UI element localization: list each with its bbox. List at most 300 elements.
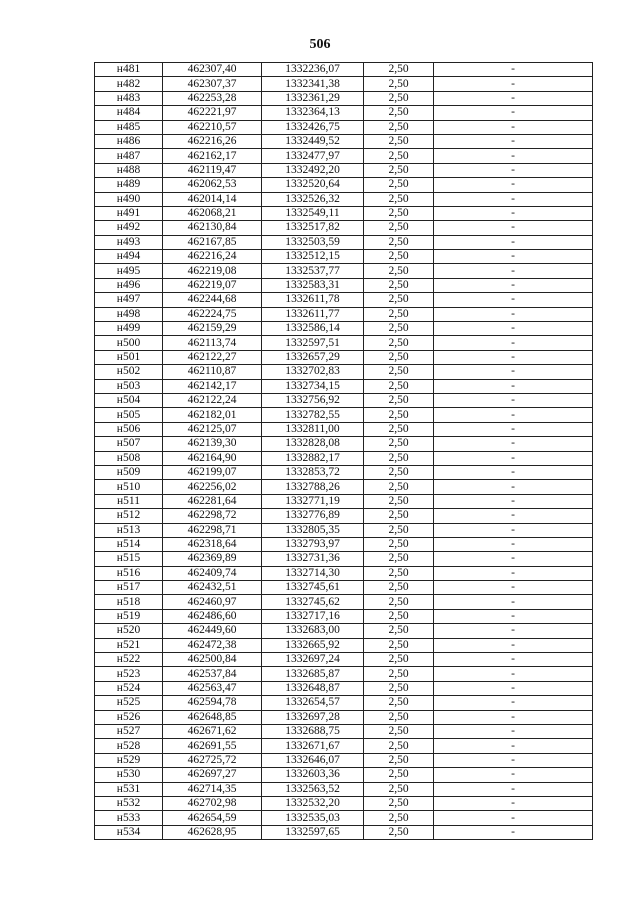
point-id-cell: н484	[95, 106, 163, 120]
note-cell: -	[434, 264, 593, 278]
note-cell: -	[434, 768, 593, 782]
note-cell: -	[434, 77, 593, 91]
x-coordinate-cell: 462628,95	[163, 825, 262, 839]
x-coordinate-cell: 462702,98	[163, 796, 262, 810]
y-coordinate-cell: 1332586,14	[262, 322, 364, 336]
note-cell: -	[434, 163, 593, 177]
y-coordinate-cell: 1332583,31	[262, 278, 364, 292]
error-cell: 2,50	[364, 221, 434, 235]
y-coordinate-cell: 1332520,64	[262, 178, 364, 192]
y-coordinate-cell: 1332776,89	[262, 509, 364, 523]
error-cell: 2,50	[364, 739, 434, 753]
x-coordinate-cell: 462219,07	[163, 278, 262, 292]
point-id-cell: н521	[95, 638, 163, 652]
table-row	[95, 163, 593, 177]
error-cell: 2,50	[364, 465, 434, 479]
point-id-cell: н489	[95, 178, 163, 192]
point-id-cell: н496	[95, 278, 163, 292]
y-coordinate-cell: 1332714,30	[262, 566, 364, 580]
y-coordinate-cell: 1332646,07	[262, 753, 364, 767]
table-row	[95, 293, 593, 307]
y-coordinate-cell: 1332828,08	[262, 437, 364, 451]
y-coordinate-cell: 1332526,32	[262, 192, 364, 206]
x-coordinate-cell: 462537,84	[163, 667, 262, 681]
note-cell: -	[434, 408, 593, 422]
point-id-cell: н527	[95, 724, 163, 738]
table-row	[95, 134, 593, 148]
y-coordinate-cell: 1332811,00	[262, 422, 364, 436]
note-cell: -	[434, 379, 593, 393]
x-coordinate-cell: 462298,72	[163, 509, 262, 523]
error-cell: 2,50	[364, 653, 434, 667]
x-coordinate-cell: 462164,90	[163, 451, 262, 465]
x-coordinate-cell: 462486,60	[163, 609, 262, 623]
y-coordinate-cell: 1332788,26	[262, 480, 364, 494]
point-id-cell: н492	[95, 221, 163, 235]
table-row	[95, 595, 593, 609]
point-id-cell: н525	[95, 696, 163, 710]
x-coordinate-cell: 462199,07	[163, 465, 262, 479]
error-cell: 2,50	[364, 77, 434, 91]
note-cell: -	[434, 134, 593, 148]
table-row	[95, 552, 593, 566]
point-id-cell: н532	[95, 796, 163, 810]
error-cell: 2,50	[364, 350, 434, 364]
table-row	[95, 307, 593, 321]
note-cell: -	[434, 106, 593, 120]
error-cell: 2,50	[364, 322, 434, 336]
y-coordinate-cell: 1332603,36	[262, 768, 364, 782]
table-row	[95, 120, 593, 134]
table-row	[95, 336, 593, 350]
x-coordinate-cell: 462369,89	[163, 552, 262, 566]
x-coordinate-cell: 462167,85	[163, 235, 262, 249]
error-cell: 2,50	[364, 811, 434, 825]
y-coordinate-cell: 1332745,62	[262, 595, 364, 609]
table-row	[95, 235, 593, 249]
x-coordinate-cell: 462142,17	[163, 379, 262, 393]
y-coordinate-cell: 1332611,77	[262, 307, 364, 321]
table-row	[95, 581, 593, 595]
table-row	[95, 494, 593, 508]
y-coordinate-cell: 1332449,52	[262, 134, 364, 148]
error-cell: 2,50	[364, 91, 434, 105]
x-coordinate-cell: 462068,21	[163, 206, 262, 220]
note-cell: -	[434, 653, 593, 667]
table-row	[95, 825, 593, 839]
error-cell: 2,50	[364, 379, 434, 393]
y-coordinate-cell: 1332517,82	[262, 221, 364, 235]
table-row	[95, 509, 593, 523]
note-cell: -	[434, 365, 593, 379]
note-cell: -	[434, 537, 593, 551]
error-cell: 2,50	[364, 422, 434, 436]
table-row	[95, 624, 593, 638]
note-cell: -	[434, 91, 593, 105]
table-row	[95, 681, 593, 695]
error-cell: 2,50	[364, 408, 434, 422]
point-id-cell: н517	[95, 581, 163, 595]
error-cell: 2,50	[364, 825, 434, 839]
point-id-cell: н515	[95, 552, 163, 566]
y-coordinate-cell: 1332549,11	[262, 206, 364, 220]
x-coordinate-cell: 462253,28	[163, 91, 262, 105]
note-cell: -	[434, 278, 593, 292]
note-cell: -	[434, 336, 593, 350]
point-id-cell: н533	[95, 811, 163, 825]
y-coordinate-cell: 1332731,36	[262, 552, 364, 566]
note-cell: -	[434, 739, 593, 753]
table-row	[95, 422, 593, 436]
x-coordinate-cell: 462654,59	[163, 811, 262, 825]
table-row	[95, 566, 593, 580]
y-coordinate-cell: 1332236,07	[262, 63, 364, 77]
y-coordinate-cell: 1332361,29	[262, 91, 364, 105]
note-cell: -	[434, 250, 593, 264]
x-coordinate-cell: 462648,85	[163, 710, 262, 724]
note-cell: -	[434, 609, 593, 623]
error-cell: 2,50	[364, 278, 434, 292]
table-row	[95, 782, 593, 796]
y-coordinate-cell: 1332532,20	[262, 796, 364, 810]
point-id-cell: н520	[95, 624, 163, 638]
table-row	[95, 753, 593, 767]
y-coordinate-cell: 1332426,75	[262, 120, 364, 134]
point-id-cell: н482	[95, 77, 163, 91]
note-cell: -	[434, 393, 593, 407]
point-id-cell: н519	[95, 609, 163, 623]
point-id-cell: н512	[95, 509, 163, 523]
y-coordinate-cell: 1332665,92	[262, 638, 364, 652]
table-row	[95, 178, 593, 192]
note-cell: -	[434, 494, 593, 508]
coordinates-table	[94, 62, 593, 840]
table-row	[95, 221, 593, 235]
point-id-cell: н511	[95, 494, 163, 508]
table-row	[95, 206, 593, 220]
x-coordinate-cell: 462671,62	[163, 724, 262, 738]
x-coordinate-cell: 462139,30	[163, 437, 262, 451]
point-id-cell: н501	[95, 350, 163, 364]
point-id-cell: н522	[95, 653, 163, 667]
error-cell: 2,50	[364, 365, 434, 379]
note-cell: -	[434, 235, 593, 249]
x-coordinate-cell: 462162,17	[163, 149, 262, 163]
x-coordinate-cell: 462472,38	[163, 638, 262, 652]
error-cell: 2,50	[364, 566, 434, 580]
y-coordinate-cell: 1332702,83	[262, 365, 364, 379]
error-cell: 2,50	[364, 494, 434, 508]
x-coordinate-cell: 462122,24	[163, 393, 262, 407]
table-row	[95, 322, 593, 336]
error-cell: 2,50	[364, 624, 434, 638]
x-coordinate-cell: 462281,64	[163, 494, 262, 508]
note-cell: -	[434, 350, 593, 364]
error-cell: 2,50	[364, 552, 434, 566]
x-coordinate-cell: 462449,60	[163, 624, 262, 638]
note-cell: -	[434, 696, 593, 710]
y-coordinate-cell: 1332697,28	[262, 710, 364, 724]
x-coordinate-cell: 462244,68	[163, 293, 262, 307]
table-row	[95, 393, 593, 407]
point-id-cell: н481	[95, 63, 163, 77]
table-row	[95, 710, 593, 724]
point-id-cell: н497	[95, 293, 163, 307]
error-cell: 2,50	[364, 293, 434, 307]
note-cell: -	[434, 437, 593, 451]
point-id-cell: н503	[95, 379, 163, 393]
table-row	[95, 609, 593, 623]
table-row	[95, 365, 593, 379]
point-id-cell: н487	[95, 149, 163, 163]
error-cell: 2,50	[364, 235, 434, 249]
note-cell: -	[434, 509, 593, 523]
error-cell: 2,50	[364, 393, 434, 407]
y-coordinate-cell: 1332745,61	[262, 581, 364, 595]
point-id-cell: н502	[95, 365, 163, 379]
note-cell: -	[434, 681, 593, 695]
table-row	[95, 724, 593, 738]
error-cell: 2,50	[364, 753, 434, 767]
note-cell: -	[434, 782, 593, 796]
point-id-cell: н504	[95, 393, 163, 407]
table-row	[95, 77, 593, 91]
point-id-cell: н524	[95, 681, 163, 695]
table-row	[95, 653, 593, 667]
point-id-cell: н513	[95, 523, 163, 537]
error-cell: 2,50	[364, 178, 434, 192]
note-cell: -	[434, 566, 593, 580]
table-row	[95, 451, 593, 465]
table-row	[95, 465, 593, 479]
error-cell: 2,50	[364, 480, 434, 494]
x-coordinate-cell: 462119,47	[163, 163, 262, 177]
note-cell: -	[434, 422, 593, 436]
point-id-cell: н530	[95, 768, 163, 782]
note-cell: -	[434, 293, 593, 307]
note-cell: -	[434, 480, 593, 494]
point-id-cell: н506	[95, 422, 163, 436]
x-coordinate-cell: 462563,47	[163, 681, 262, 695]
y-coordinate-cell: 1332648,87	[262, 681, 364, 695]
table-row	[95, 768, 593, 782]
table-row	[95, 264, 593, 278]
error-cell: 2,50	[364, 206, 434, 220]
y-coordinate-cell: 1332537,77	[262, 264, 364, 278]
x-coordinate-cell: 462224,75	[163, 307, 262, 321]
x-coordinate-cell: 462110,87	[163, 365, 262, 379]
table-row	[95, 149, 593, 163]
error-cell: 2,50	[364, 710, 434, 724]
x-coordinate-cell: 462307,37	[163, 77, 262, 91]
y-coordinate-cell: 1332697,24	[262, 653, 364, 667]
y-coordinate-cell: 1332685,87	[262, 667, 364, 681]
point-id-cell: н514	[95, 537, 163, 551]
error-cell: 2,50	[364, 609, 434, 623]
y-coordinate-cell: 1332717,16	[262, 609, 364, 623]
x-coordinate-cell: 462409,74	[163, 566, 262, 580]
table-row	[95, 796, 593, 810]
x-coordinate-cell: 462432,51	[163, 581, 262, 595]
note-cell: -	[434, 178, 593, 192]
y-coordinate-cell: 1332563,52	[262, 782, 364, 796]
point-id-cell: н534	[95, 825, 163, 839]
note-cell: -	[434, 811, 593, 825]
table-row	[95, 480, 593, 494]
note-cell: -	[434, 710, 593, 724]
error-cell: 2,50	[364, 192, 434, 206]
table-row	[95, 106, 593, 120]
x-coordinate-cell: 462318,64	[163, 537, 262, 551]
point-id-cell: н495	[95, 264, 163, 278]
x-coordinate-cell: 462014,14	[163, 192, 262, 206]
y-coordinate-cell: 1332654,57	[262, 696, 364, 710]
x-coordinate-cell: 462216,26	[163, 134, 262, 148]
error-cell: 2,50	[364, 523, 434, 537]
note-cell: -	[434, 724, 593, 738]
table-row	[95, 739, 593, 753]
point-id-cell: н526	[95, 710, 163, 724]
x-coordinate-cell: 462691,55	[163, 739, 262, 753]
note-cell: -	[434, 63, 593, 77]
table-row	[95, 408, 593, 422]
table-row	[95, 250, 593, 264]
y-coordinate-cell: 1332477,97	[262, 149, 364, 163]
x-coordinate-cell: 462500,84	[163, 653, 262, 667]
x-coordinate-cell: 462298,71	[163, 523, 262, 537]
note-cell: -	[434, 192, 593, 206]
error-cell: 2,50	[364, 63, 434, 77]
note-cell: -	[434, 753, 593, 767]
y-coordinate-cell: 1332611,78	[262, 293, 364, 307]
note-cell: -	[434, 667, 593, 681]
point-id-cell: н509	[95, 465, 163, 479]
note-cell: -	[434, 221, 593, 235]
y-coordinate-cell: 1332492,20	[262, 163, 364, 177]
error-cell: 2,50	[364, 768, 434, 782]
y-coordinate-cell: 1332512,15	[262, 250, 364, 264]
y-coordinate-cell: 1332535,03	[262, 811, 364, 825]
error-cell: 2,50	[364, 134, 434, 148]
error-cell: 2,50	[364, 509, 434, 523]
note-cell: -	[434, 595, 593, 609]
error-cell: 2,50	[364, 163, 434, 177]
point-id-cell: н507	[95, 437, 163, 451]
y-coordinate-cell: 1332756,92	[262, 393, 364, 407]
note-cell: -	[434, 552, 593, 566]
note-cell: -	[434, 149, 593, 163]
table-row	[95, 91, 593, 105]
x-coordinate-cell: 462256,02	[163, 480, 262, 494]
point-id-cell: н500	[95, 336, 163, 350]
error-cell: 2,50	[364, 782, 434, 796]
error-cell: 2,50	[364, 638, 434, 652]
y-coordinate-cell: 1332805,35	[262, 523, 364, 537]
table-row	[95, 811, 593, 825]
point-id-cell: н531	[95, 782, 163, 796]
y-coordinate-cell: 1332688,75	[262, 724, 364, 738]
point-id-cell: н485	[95, 120, 163, 134]
error-cell: 2,50	[364, 336, 434, 350]
x-coordinate-cell: 462113,74	[163, 336, 262, 350]
y-coordinate-cell: 1332793,97	[262, 537, 364, 551]
x-coordinate-cell: 462307,40	[163, 63, 262, 77]
x-coordinate-cell: 462219,08	[163, 264, 262, 278]
point-id-cell: н499	[95, 322, 163, 336]
table-row	[95, 379, 593, 393]
point-id-cell: н483	[95, 91, 163, 105]
note-cell: -	[434, 581, 593, 595]
x-coordinate-cell: 462130,84	[163, 221, 262, 235]
y-coordinate-cell: 1332597,65	[262, 825, 364, 839]
point-id-cell: н493	[95, 235, 163, 249]
x-coordinate-cell: 462210,57	[163, 120, 262, 134]
y-coordinate-cell: 1332683,00	[262, 624, 364, 638]
point-id-cell: н528	[95, 739, 163, 753]
y-coordinate-cell: 1332771,19	[262, 494, 364, 508]
table-row	[95, 192, 593, 206]
error-cell: 2,50	[364, 437, 434, 451]
error-cell: 2,50	[364, 451, 434, 465]
y-coordinate-cell: 1332853,72	[262, 465, 364, 479]
table-row	[95, 638, 593, 652]
point-id-cell: н516	[95, 566, 163, 580]
point-id-cell: н505	[95, 408, 163, 422]
error-cell: 2,50	[364, 581, 434, 595]
table-row	[95, 667, 593, 681]
error-cell: 2,50	[364, 681, 434, 695]
table-row	[95, 278, 593, 292]
note-cell: -	[434, 120, 593, 134]
y-coordinate-cell: 1332782,55	[262, 408, 364, 422]
error-cell: 2,50	[364, 696, 434, 710]
error-cell: 2,50	[364, 537, 434, 551]
x-coordinate-cell: 462216,24	[163, 250, 262, 264]
point-id-cell: н491	[95, 206, 163, 220]
point-id-cell: н518	[95, 595, 163, 609]
x-coordinate-cell: 462159,29	[163, 322, 262, 336]
x-coordinate-cell: 462182,01	[163, 408, 262, 422]
note-cell: -	[434, 624, 593, 638]
table-row	[95, 537, 593, 551]
x-coordinate-cell: 462725,72	[163, 753, 262, 767]
point-id-cell: н490	[95, 192, 163, 206]
x-coordinate-cell: 462594,78	[163, 696, 262, 710]
y-coordinate-cell: 1332364,13	[262, 106, 364, 120]
error-cell: 2,50	[364, 106, 434, 120]
x-coordinate-cell: 462221,97	[163, 106, 262, 120]
point-id-cell: н529	[95, 753, 163, 767]
point-id-cell: н498	[95, 307, 163, 321]
note-cell: -	[434, 206, 593, 220]
point-id-cell: н488	[95, 163, 163, 177]
y-coordinate-cell: 1332503,59	[262, 235, 364, 249]
error-cell: 2,50	[364, 796, 434, 810]
point-id-cell: н494	[95, 250, 163, 264]
page-number: 506	[309, 37, 331, 52]
error-cell: 2,50	[364, 724, 434, 738]
note-cell: -	[434, 523, 593, 537]
point-id-cell: н510	[95, 480, 163, 494]
error-cell: 2,50	[364, 250, 434, 264]
point-id-cell: н508	[95, 451, 163, 465]
error-cell: 2,50	[364, 307, 434, 321]
error-cell: 2,50	[364, 264, 434, 278]
point-id-cell: н486	[95, 134, 163, 148]
x-coordinate-cell: 462122,27	[163, 350, 262, 364]
note-cell: -	[434, 638, 593, 652]
note-cell: -	[434, 825, 593, 839]
